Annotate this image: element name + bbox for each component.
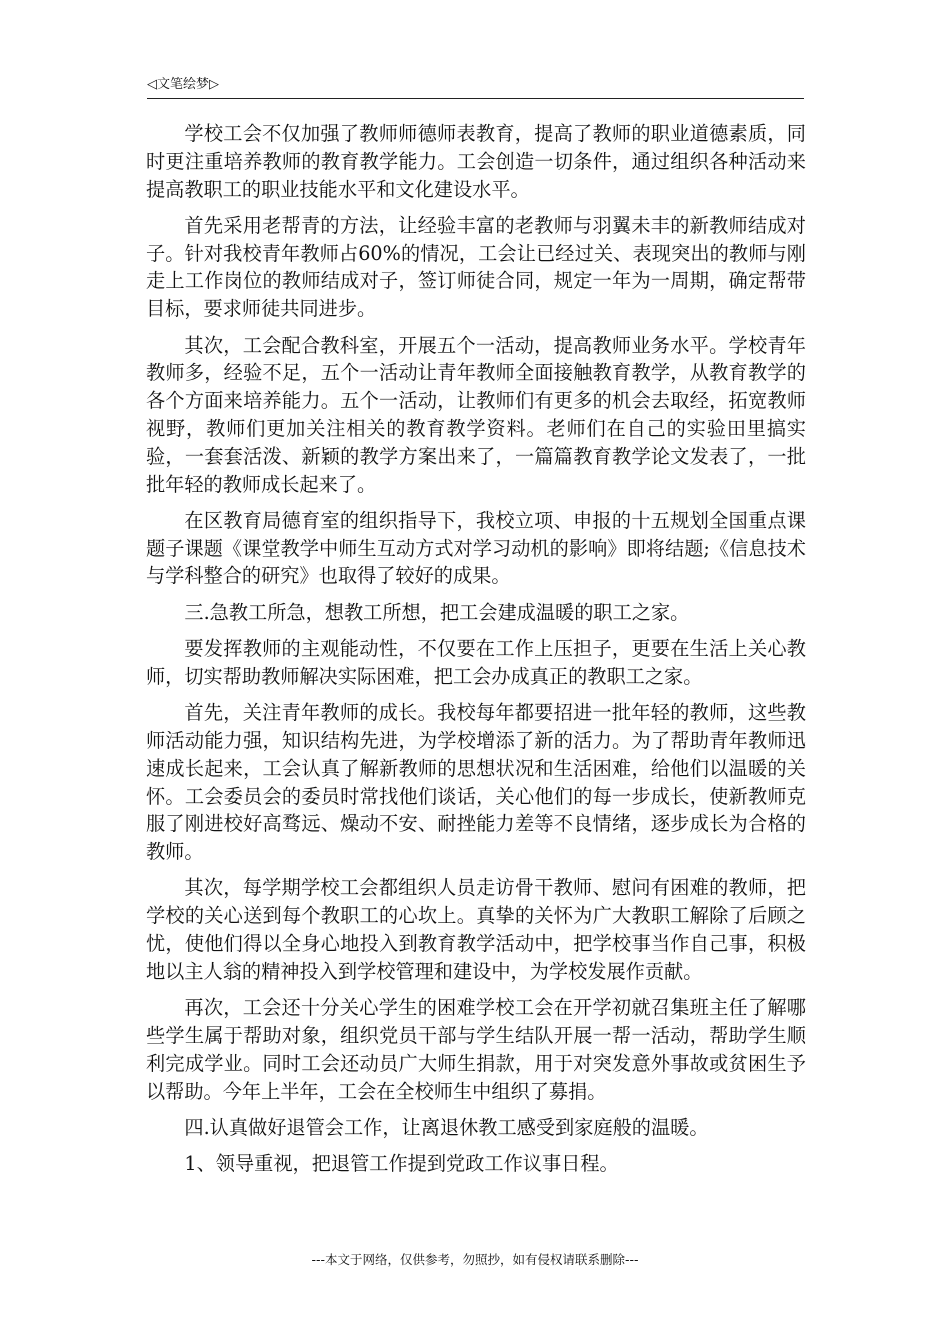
section-heading: 四.认真做好退管会工作，让离退休教工感受到家庭般的温暖。 xyxy=(184,1115,709,1139)
paragraph: 在区教育局德育室的组织指导下，我校立项、申报的十五规划全国重点课题子课题《课堂教学中师生互动方式对学习动机的影响》即将结题;《信息技术与学科整合的研究》也取得了较好的成果。 xyxy=(146,508,806,588)
page-footer: ---本文于网络，仅供参考，勿照抄，如有侵权请联系删除--- xyxy=(311,1252,639,1267)
header-logo: ◁文笔绘梦▷ xyxy=(147,77,219,92)
paragraph: 学校工会不仅加强了教师师德师表教育，提高了教师的职业道德素质，同时更注重培养教师的教育教学能力。工会创造一切条件，通过组织各种活动来提高教职工的职业技能水平和文化建设水平。 xyxy=(146,122,806,201)
section-heading: 三.急教工所急，想教工所想，把工会建成温暖的职工之家。 xyxy=(184,600,690,624)
page-header xyxy=(147,76,804,99)
paragraph: 其次，每学期学校工会都组织人员走访骨干教师、慰问有困难的教师，把学校的关心送到每个教职工的心坎上。真挚的关怀为广大教职工解除了后顾之忧，使他们得以全身心地投入到教育教学活动中，把学校事当作自己事，积极地以主人翁的精神投入到学校管理和建设中，为学校发展作贡献。 xyxy=(146,876,806,983)
paragraph: 首先，关注青年教师的成长。我校每年都要招进一批年轻的教师，这些教师活动能力强，知识结构先进，为学校增添了新的活力。为了帮助青年教师迅速成长起来，工会认真了解新教师的思想状况和生活困难，给他们以温暖的关怀。工会委员会的委员时常找他们谈话，关心他们的每一步成长，使新教师克服了刚进校好高骛远、燥动不安、耐挫能力差等不良情绪，逐步成长为合格的教师。 xyxy=(146,701,806,864)
paragraph: 首先采用老帮青的方法，让经验丰富的老教师与羽翼未丰的新教师结成对子。针对我校青年教师占60%的情况，工会让已经过关、表现突出的教师与刚走上工作岗位的教师结成对子，签订师徒合同，规定一年为一周期，确定帮带目标，要求师徒共同进步。 xyxy=(146,213,806,321)
paragraph: 要发挥教师的主观能动性，不仅要在工作上压担子，更要在生活上关心教师，切实帮助教师解决实际困难，把工会办成真正的教职工之家。 xyxy=(146,637,806,688)
list-item: 1、领导重视，把退管工作提到党政工作议事日程。 xyxy=(184,1152,619,1176)
paragraph: 其次，工会配合教科室，开展五个一活动，提高教师业务水平。学校青年教师多，经验不足，五个一活动让青年教师全面接触教育教学，从教育教学的各个方面来培养能力。五个一活动，让教师们有更多的机会去取经，拓宽教师视野，教师们更加关注相关的教育教学资料。老师们在自己的实验田里搞实验，一套套活泼、新颖的教学方案出来了，一篇篇教育教学论文发表了，一批批年轻的教师成长起来了。 xyxy=(146,333,806,496)
document-body xyxy=(146,120,806,1186)
paragraph: 再次，工会还十分关心学生的困难学校工会在开学初就召集班主任了解哪些学生属于帮助对象，组织党员干部与学生结队开展一帮一活动，帮助学生顺利完成学业。同时工会还动员广大师生捐款，用于对突发意外事故或贫困生予以帮助。今年上半年，工会在全校师生中组织了募捐。 xyxy=(146,996,806,1103)
